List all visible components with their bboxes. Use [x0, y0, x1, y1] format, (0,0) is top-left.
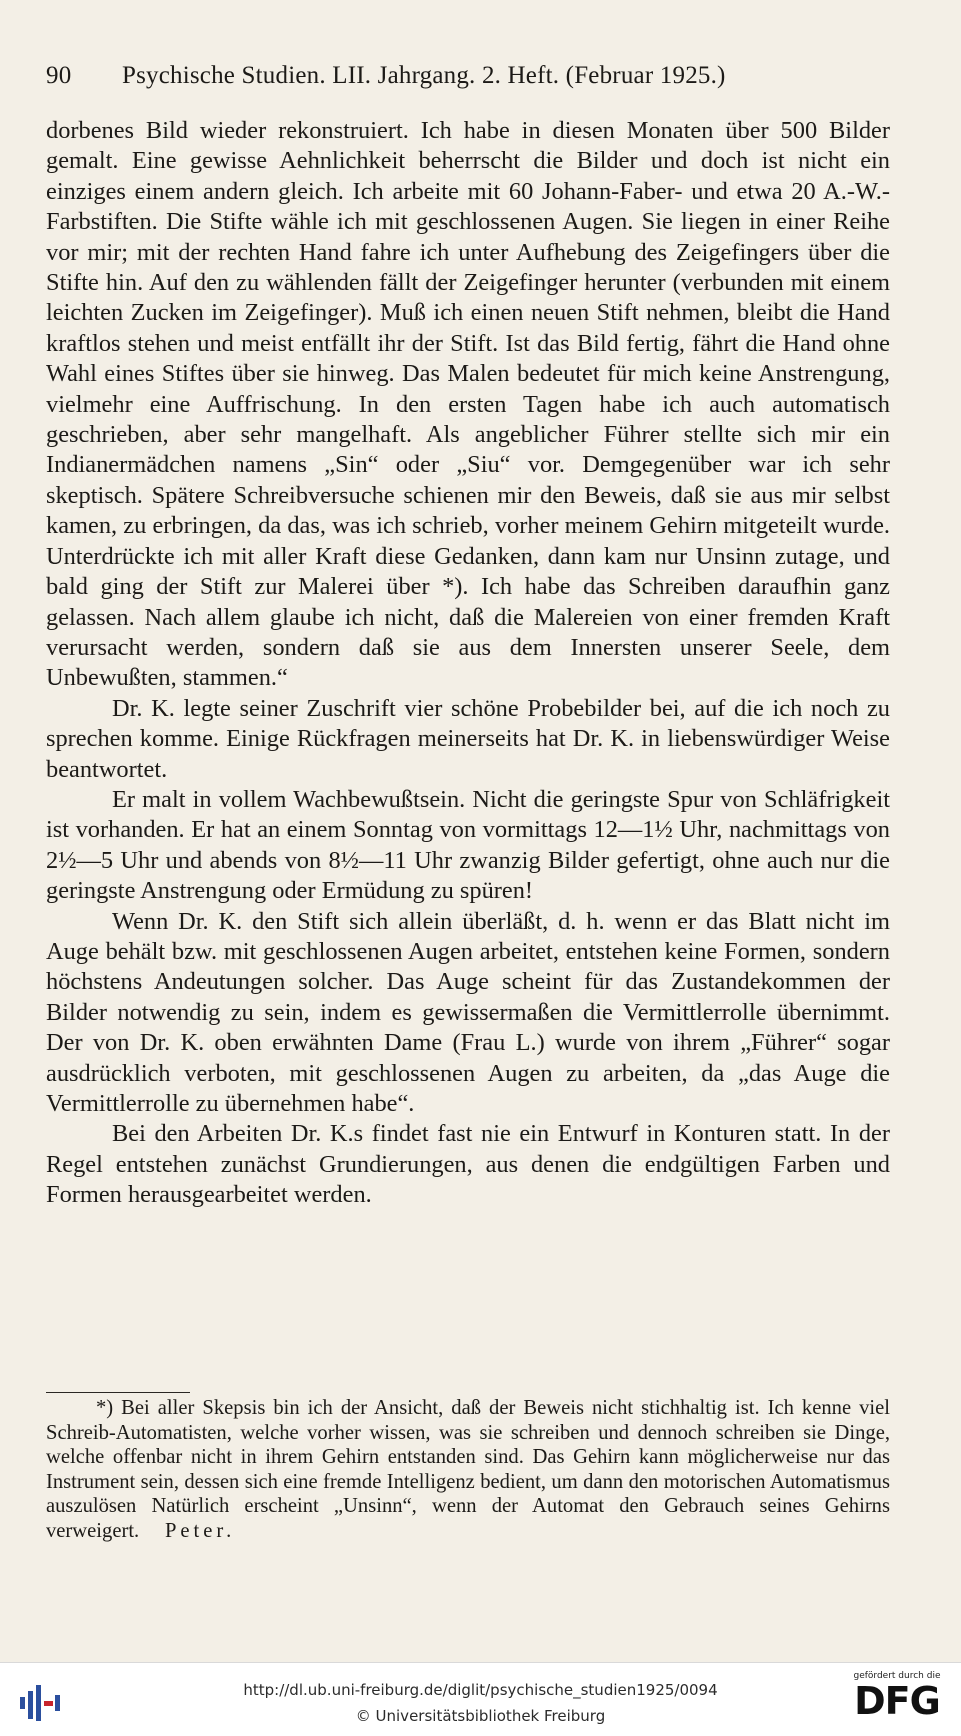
page-number: 90 [46, 62, 72, 89]
footnote-text: *) Bei aller Skepsis bin ich der Ansicht, daß der Beweis nicht stichhaltig ist. Ich kenne viel Schreib-Automatisten, welche vorher wissen, was sie schreiben und dennoch schreiben sie Dinge, welche offenbar nicht in ihrem Gehirn entstanden sind. Das Gehirn kann möglicherweise nur das Instrument sein, dessen sich eine fremde Intelligenz bedient, um dann den motorischen Automatismus auszulösen Natürlich erscheint „Unsinn“, wenn der Automat den Gebrauch seines Gehirns verweigert. [46, 1397, 890, 1542]
paragraph: Bei den Arbeiten Dr. K.s findet fast nie ein Entwurf in Konturen statt. In der Regel entstehen zunächst Grundierungen, aus denen die endgültigen Farben und Formen herausgearbeitet werden. [46, 1120, 890, 1209]
paragraph: dorbenes Bild wieder rekonstruiert. Ich habe in diesen Monaten über 500 Bilder gemalt. Eine gewisse Aehnlichkeit beherrscht die Bilder und doch ist nicht ein einziges einem andern gleich. Ich arbeite mit 60 Johann-Faber- und etwa 20 A.-W.-Farbstiften. Die Stifte wähle ich mit geschlossenen Augen. Sie liegen in einer Reihe vor mir; mit der rechten Hand fahre ich unter Aufhebung des Zeigefingers über die Stifte hin. Auf den zu wählenden fällt der Zeigefinger herunter (verbunden mit einem leichten Zucken im Zeigefinger). Muß ich einen neuen Stift nehmen, bleibt die Hand kraftlos stehen und meist entfällt ihr der Stift. Ist das Bild fertig, fährt die Hand ohne Wahl eines Stiftes über sie hinweg. Das Malen bedeutet für mich keine Anstrengung, vielmehr eine Auffrischung. In den ersten Tagen habe ich auch automatisch geschrieben, aber sehr mangelhaft. Als angeblicher Führer stellte sich mir ein Indianermädchen namens „Sin“ oder „Siu“ vor. Demgegenüber war ich sehr skeptisch. Spätere Schreibversuche schienen mir den Beweis, daß sie aus mir selbst kamen, zu erbringen, da das, was ich schrieb, vorher meinem Gehirn mitgeteilt wurde. Unterdrückte ich mit aller Kraft diese Gedanken, dann kam nur Unsinn zutage, und bald ging der Stift zur Malerei über *). Ich habe das Schreiben daraufhin ganz gelassen. Nach allem glaube ich nicht, daß die Malereien von einer fremden Kraft verursacht werden, sondern daß sie aus dem Innersten unserer Seele, dem Unbewußten, stammen.“ [46, 117, 890, 692]
dfg-logo [845, 1671, 949, 1721]
source-link[interactable]: http://dl.ub.uni-freiburg.de/diglit/psychische_studien1925/0094 [243, 1681, 718, 1699]
main-text [46, 116, 890, 1211]
running-header [46, 62, 816, 90]
footnote [46, 1396, 890, 1544]
running-title: Psychische Studien. LII. Jahrgang. 2. Heft. (Februar 1925.) [122, 62, 726, 89]
footnote-divider [46, 1392, 190, 1393]
paragraph: Er malt in vollem Wachbewußtsein. Nicht die geringste Spur von Schläfrigkeit ist vorhanden. Er hat an einem Sonntag von vormittags 12—1½ Uhr, nachmittags von 2½—5 Uhr und abends von 8½—11 Uhr zwanzig Bilder gefertigt, ohne auch nur die geringste Anstrengung oder Ermüdung zu spüren! [46, 785, 890, 905]
copyright-text: © Universitätsbibliothek Freiburg [355, 1707, 606, 1725]
funding-note: gefördert durch die [853, 1671, 941, 1681]
viewer-footer [0, 1662, 961, 1736]
footnote-signature: Peter. [164, 1519, 236, 1542]
paragraph: Wenn Dr. K. den Stift sich allein überläßt, d. h. wenn er das Blatt nicht im Auge behält bzw. mit geschlossenen Augen arbeitet, entstehen keine Formen, sondern höchstens Andeutungen solcher. Das Auge scheint für das Zustandekommen der Bilder notwendig zu sein, indem es gewissermaßen die Vermittlerrolle übernimmt. Der von Dr. K. oben erwähnten Dame (Frau L.) wurde von ihrem „Führer“ sogar ausdrücklich verboten, mit geschlossenen Augen zu arbeiten, da „das Auge die Vermittlerrolle zu übernehmen habe“. [46, 907, 890, 1117]
dfg-logo-text: DFG [854, 1679, 940, 1723]
paragraph: Dr. K. legte seiner Zuschrift vier schöne Probebilder bei, auf die ich noch zu sprechen komme. Einige Rückfragen meinerseits hat Dr. K. in liebenswürdiger Weise beantwortet. [46, 694, 890, 783]
